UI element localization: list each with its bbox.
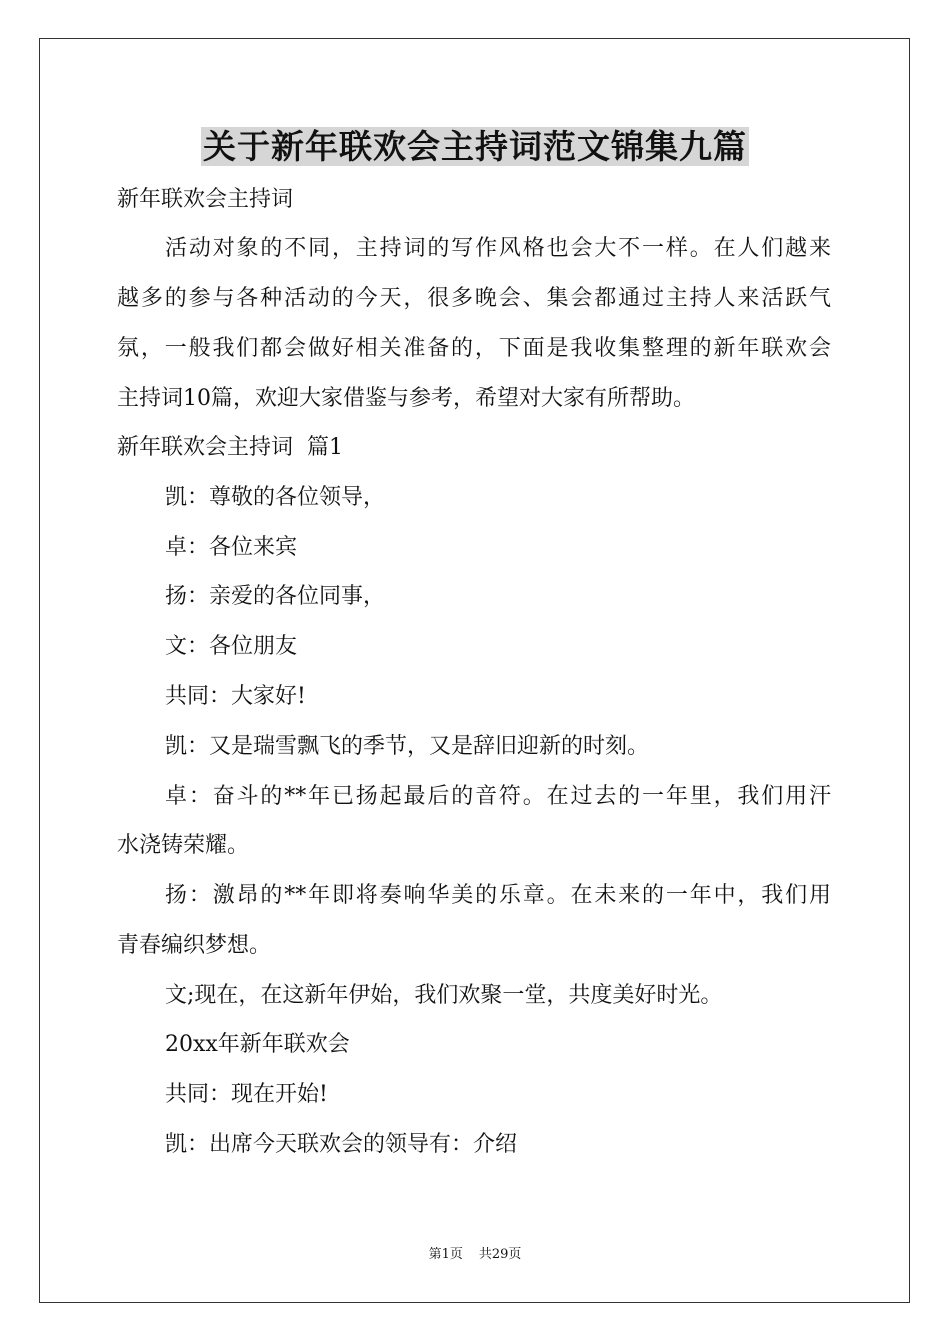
document-title-text: 关于新年联欢会主持词范文锦集九篇 [203,127,747,166]
script-line: 共同：大家好! [165,684,306,709]
document-title [0,124,950,170]
script-line: 共同：现在开始! [165,1082,328,1107]
intro-line: 主持词10篇，欢迎大家借鉴与参考，希望对大家有所帮助。 [117,386,695,411]
script-line: 扬：激昂的**年即将奏响华美的乐章。在未来的一年中，我们用 [165,883,831,908]
script-line: 水浇铸荣耀。 [117,833,250,858]
heading: 新年联欢会主持词 [117,187,294,212]
page-number: 第1页 [428,1247,463,1262]
script-line: 青春编织梦想。 [117,933,272,958]
page-footer [0,1246,950,1264]
intro-line: 氛，一般我们都会做好相关准备的，下面是我收集整理的新年联欢会 [117,336,831,361]
section-title: 新年联欢会主持词 篇1 [117,435,343,460]
intro-line: 活动对象的不同，主持词的写作风格也会大不一样。在人们越来 [165,236,831,261]
script-line: 卓：各位来宾 [165,535,298,560]
intro-line: 越多的参与各种活动的今天，很多晚会、集会都通过主持人来活跃气 [117,286,831,311]
script-line: 凯：又是瑞雪飘飞的季节，又是辞旧迎新的时刻。 [165,734,650,759]
script-line: 文;现在，在这新年伊始，我们欢聚一堂，共度美好时光。 [165,983,723,1008]
script-line: 凯：尊敬的各位领导， [165,485,386,510]
script-line: 卓：奋斗的**年已扬起最后的音符。在过去的一年里，我们用汗 [165,784,831,809]
page-border [39,38,910,1303]
script-line: 20xx年新年联欢会 [165,1032,350,1057]
page-total: 共29页 [478,1247,522,1262]
script-line: 文：各位朋友 [165,634,298,659]
script-line: 凯：出席今天联欢会的领导有：介绍 [165,1132,518,1157]
script-line: 扬：亲爱的各位同事， [165,584,386,609]
